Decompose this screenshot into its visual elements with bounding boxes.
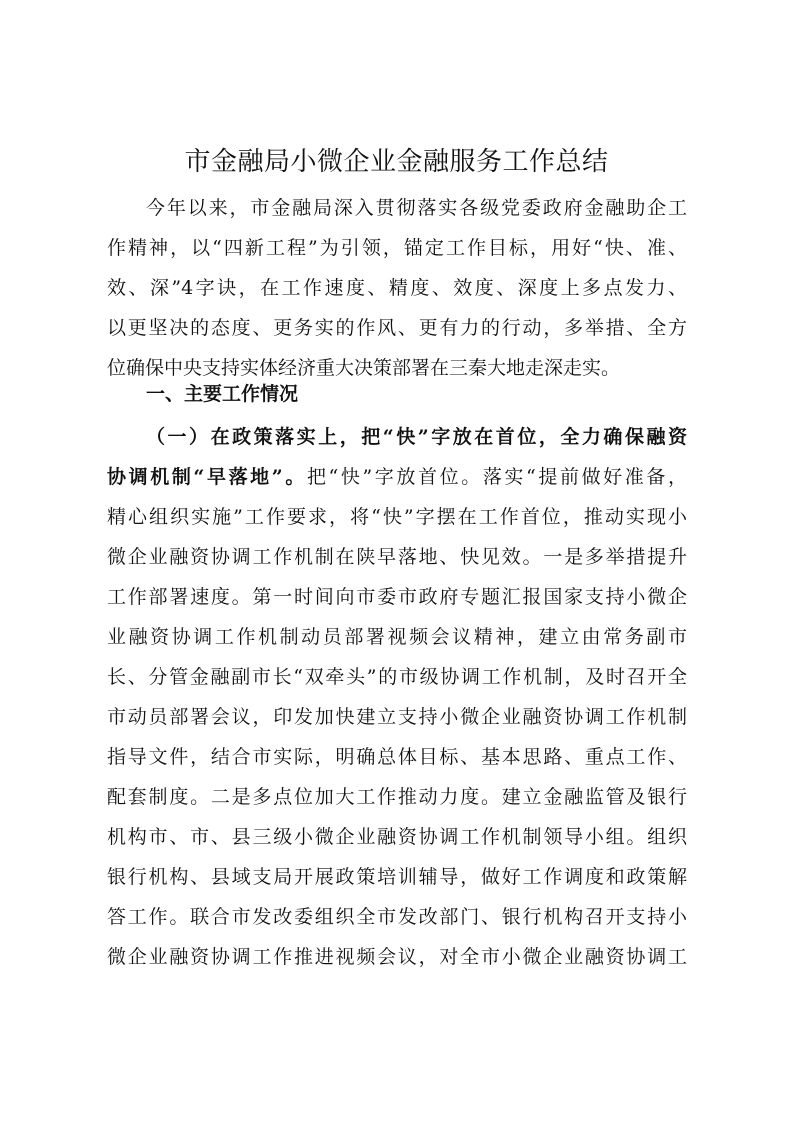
body-line: 答工作。联合市发改委组织全市发改部门、银行机构召开支持小 [107,906,687,928]
subsection-heading-tail: 协调机制“早落地”。 [107,466,307,488]
body-line: 市动员部署会议，印发加快建立支持小微企业融资协调工作机制 [107,706,687,728]
document-title: 市金融局小微企业金融服务工作总结 [184,147,609,177]
body-line: 微企业融资协调工作机制在陕早落地、快见效。一是多举措提升 [107,546,687,568]
intro-line: 作精神，以“四新工程”为引领，锚定工作目标，用好“快、准、 [107,237,687,259]
body-line: 精心组织实施”工作要求，将“快”字摆在工作首位，推动实现小 [107,506,687,528]
intro-line: 效、深”4字诀，在工作速度、精度、效度、深度上多点发力、 [107,277,687,299]
body-line: 银行机构、县域支局开展政策培训辅导，做好工作调度和政策解 [107,866,687,888]
intro-line: 今年以来，市金融局深入贯彻落实各级党委政府金融助企工 [146,197,687,219]
mixed-line [107,462,687,492]
body-line: 工作部署速度。第一时间向市委市政府专题汇报国家支持小微企 [107,586,687,608]
intro-line: 位确保中央支持实体经济重大决策部署在三秦大地走深走实。 [107,357,621,379]
subsection-heading-line: （一）在政策落实上，把“快”字放在首位，全力确保融资 [146,426,687,448]
body-line: 长、分管金融副市长“双牵头”的市级协调工作机制，及时召开全 [107,666,687,688]
body-line: 机构市、市、县三级小微企业融资协调工作机制领导小组。组织 [107,826,687,848]
body-line: 配套制度。二是多点位加大工作推动力度。建立金融监管及银行 [107,786,687,808]
intro-line: 以更坚决的态度、更务实的作风、更有力的行动，多举措、全方 [107,317,687,339]
body-line-start: 把“快”字放首位。落实“提前做好准备， [306,466,687,488]
section-heading: 一、主要工作情况 [146,383,299,405]
body-line: 指导文件，结合市实际，明确总体目标、基本思路、重点工作、 [107,746,687,768]
body-line: 微企业融资协调工作推进视频会议，对全市小微企业融资协调工 [107,946,687,968]
body-line: 业融资协调工作机制动员部署视频会议精神，建立由常务副市 [107,626,687,648]
